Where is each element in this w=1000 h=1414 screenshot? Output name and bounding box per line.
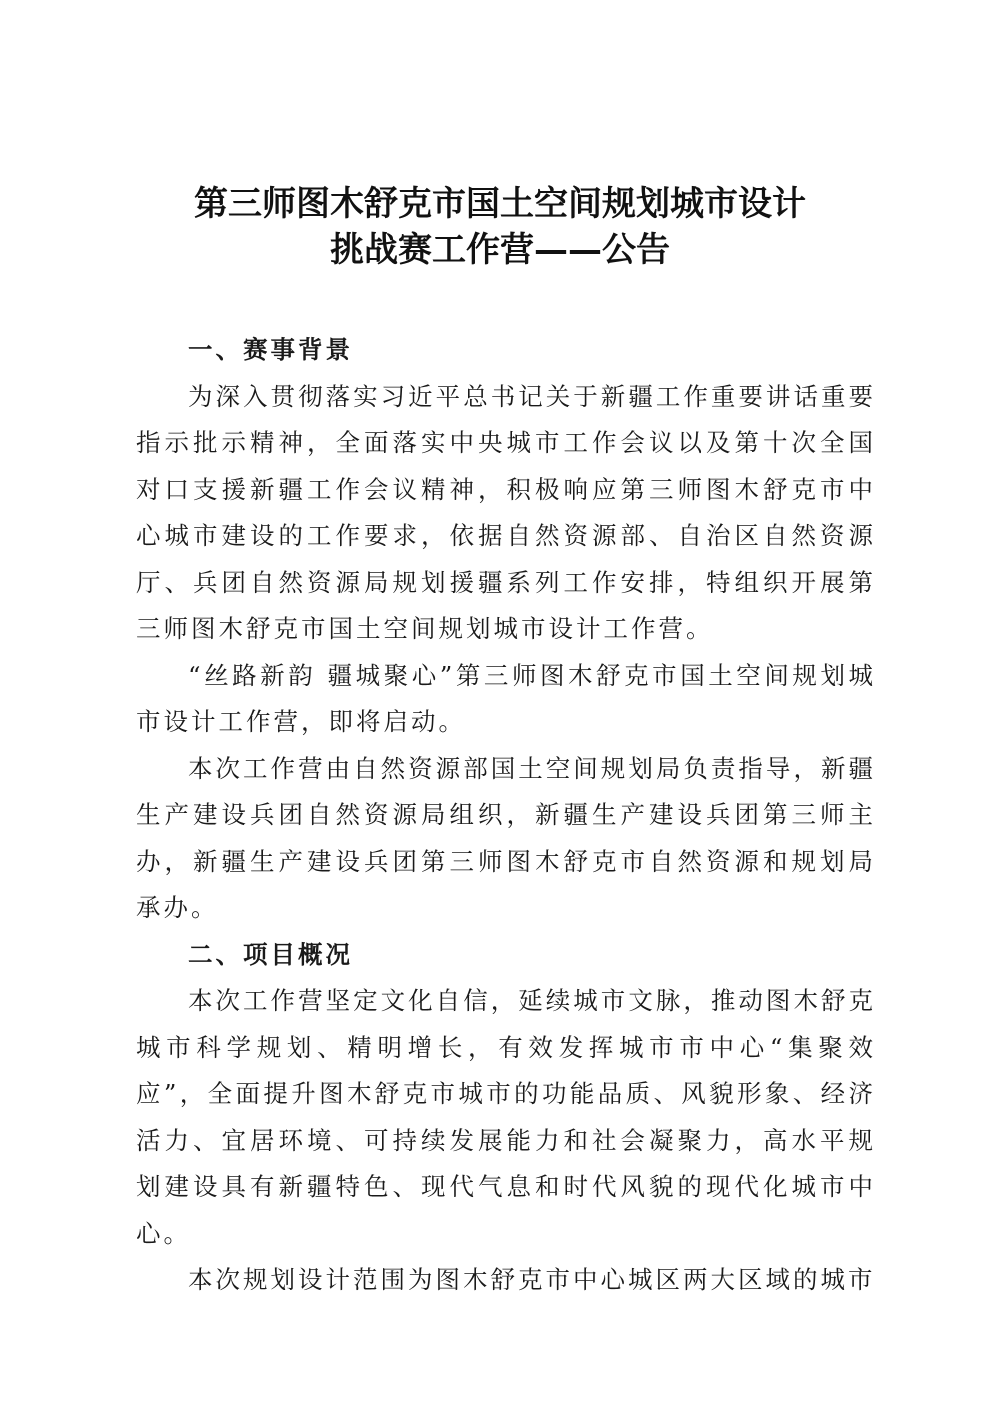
document-title-line-2: 挑战赛工作营——公告 bbox=[330, 230, 670, 270]
paragraph: 为深入贯彻落实习近平总书记关于新疆工作重要讲话重要指示批示精神，全面落实中央城市工作会议以及第十次全国对口支援新疆工作会议精神，积极响应第三师图木舒克市中心城市建设的工作要求，依据自然资源部、自治区自然资源厅、兵团自然资源局规划援疆系列工作安排，特组织开展第三师图木舒克市国土空间规划城市设计工作营。 bbox=[136, 381, 876, 643]
paragraph: “丝路新韵 疆城聚心”第三师图木舒克市国土空间规划城市设计工作营，即将启动。 bbox=[136, 660, 876, 736]
section-heading-background: 一、赛事背景 bbox=[188, 335, 353, 364]
paragraph: 本次工作营坚定文化自信，延续城市文脉，推动图木舒克城市科学规划、精明增长，有效发挥城市市中心“集聚效应”，全面提升图木舒克市城市的功能品质、风貌形象、经济活力、宜居环境、可持续发展能力和社会凝聚力，高水平规划建设具有新疆特色、现代气息和时代风貌的现代化城市中心。 bbox=[136, 986, 876, 1248]
section-heading-overview: 二、项目概况 bbox=[188, 939, 353, 969]
paragraph: 本次规划设计范围为图木舒克市中心城区两大区域的城市 bbox=[188, 1265, 876, 1294]
paragraph: 本次工作营由自然资源部国土空间规划局负责指导，新疆生产建设兵团自然资源局组织，新疆生产建设兵团第三师主办，新疆生产建设兵团第三师图木舒克市自然资源和规划局承办。 bbox=[136, 753, 876, 922]
document-body bbox=[136, 327, 876, 1304]
document-title-line-1: 第三师图木舒克市国土空间规划城市设计 bbox=[194, 184, 806, 224]
